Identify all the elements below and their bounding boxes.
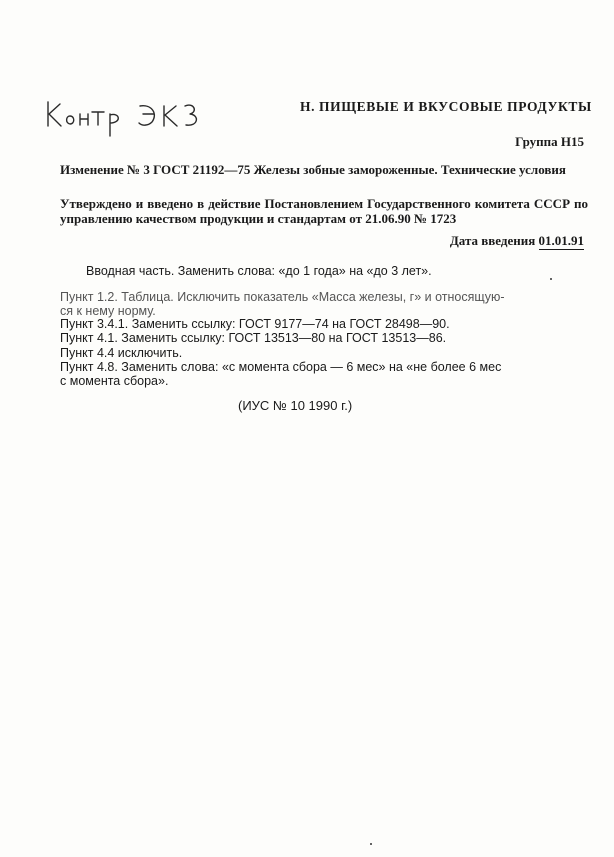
section-title: Н. ПИЩЕВЫЕ И ВКУСОВЫЕ ПРОДУКТЫ xyxy=(300,99,592,114)
group-label: Группа Н15 xyxy=(515,134,584,149)
handwritten-annotation xyxy=(40,92,220,140)
paragraph-5-line-2: с момента сбора». xyxy=(60,374,169,388)
paragraph-intro: Вводная часть. Заменить слова: «до 1 года» на «до 3 лет». xyxy=(86,264,432,278)
paragraph-1-line-1: Пункт 1.2. Таблица. Исключить показатель «Масса железы, г» и относящую- xyxy=(60,290,505,304)
paragraph-4: Пункт 4.4 исключить. xyxy=(60,346,183,360)
paragraph-5-line-1: Пункт 4.8. Заменить слова: «с момента сбора — 6 мес» на «не более 6 мес xyxy=(60,360,502,374)
paragraph-2: Пункт 3.4.1. Заменить ссылку: ГОСТ 9177—74 на ГОСТ 28498—90. xyxy=(60,317,450,331)
scan-speck xyxy=(370,843,372,845)
intro-date xyxy=(450,233,584,249)
source-reference: (ИУС № 10 1990 г.) xyxy=(238,398,353,413)
scan-speck xyxy=(550,278,552,280)
paragraph-1-line-2: ся к нему норму. xyxy=(60,304,156,318)
change-heading: Изменение № 3 ГОСТ 21192—75 Железы зобные замороженные. Технические условия xyxy=(60,162,566,177)
handwriting-scribble xyxy=(40,92,220,140)
intro-date-label: Дата введения xyxy=(449,233,536,248)
approval-statement: Утверждено и введено в действие Постановлением Государственного комитета СССР по управлению качеством продукции и стандартам от 21.06.90 № 1723 xyxy=(60,196,588,226)
paragraph-3: Пункт 4.1. Заменить ссылку: ГОСТ 13513—80 на ГОСТ 13513—86. xyxy=(60,331,447,345)
intro-date-value: 01.01.91 xyxy=(538,233,584,248)
